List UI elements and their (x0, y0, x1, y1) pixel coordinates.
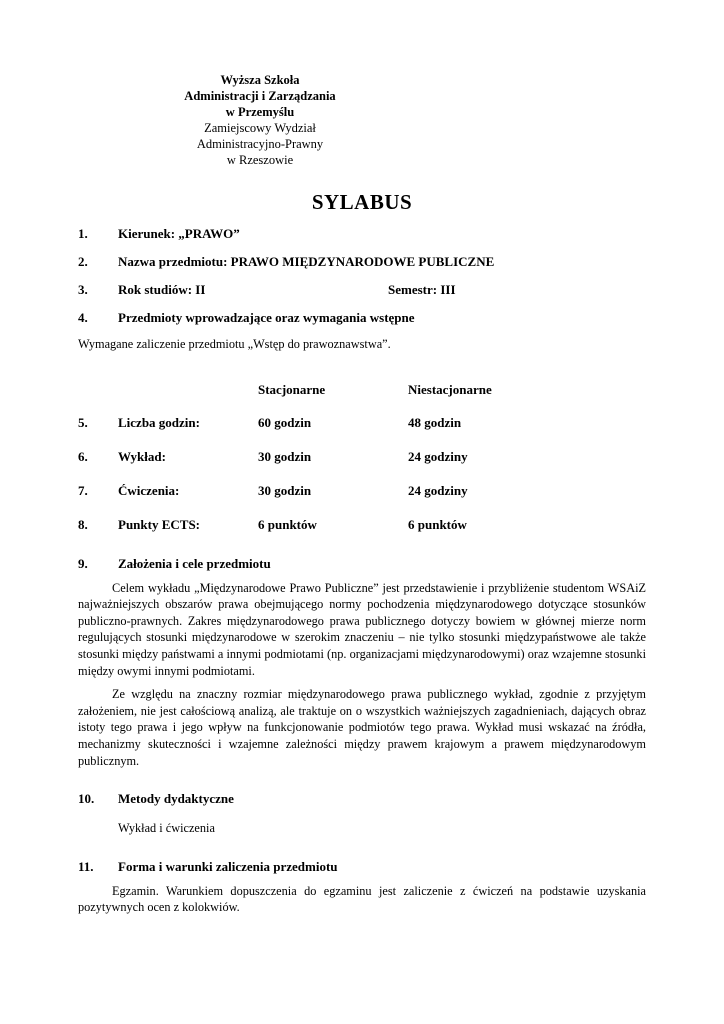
section-9-number: 9. (78, 555, 88, 571)
section-11-title: Forma i warunki zaliczenia przedmiotu (118, 858, 338, 874)
institution-line-4: Zamiejscowy Wydział (204, 121, 316, 135)
item-4-text: Przedmioty wprowadzające oraz wymagania wstępne (118, 309, 415, 325)
institution-header (100, 72, 420, 168)
item-1 (78, 226, 646, 243)
row-label: Wykład: (118, 449, 166, 465)
item-3 (78, 282, 646, 299)
row-nonstationary-value: 24 godziny (408, 482, 468, 498)
prerequisite-note: Wymagane zaliczenie przedmiotu „Wstęp do prawoznawstwa”. (78, 336, 391, 351)
section-10-number: 10. (78, 791, 95, 807)
table-row (78, 415, 646, 432)
row-nonstationary-value: 6 punktów (408, 516, 467, 532)
column-header-nonstationary: Niestacjonarne (408, 382, 492, 398)
item-2-text: Nazwa przedmiotu: PRAWO MIĘDZYNARODOWE PUBLICZNE (118, 253, 495, 269)
row-number: 7. (78, 482, 88, 498)
semester-value: Semestr: III (388, 281, 456, 297)
item-1-number: 1. (78, 226, 88, 241)
row-nonstationary-value: 24 godziny (408, 449, 468, 465)
item-2 (78, 254, 646, 271)
column-header-stationary: Stacjonarne (258, 382, 326, 398)
row-stationary-value: 60 godzin (258, 415, 312, 431)
section-9-heading (78, 556, 646, 573)
institution-line-1: Wyższa Szkoła (220, 73, 300, 87)
section-9-paragraph-1: Celem wykładu „Międzynarodowe Prawo Publiczne” jest przedstawienie i przybliżenie studentom WSAiZ najważniejszych obszarów prawa obejmującego normy pochodzenia międzynarodowego dotyczące stosunków publiczno-prawnych. Zakres międzynarodowego prawa publicznego dotyczy bowiem w głównej mierze norm regulujących stosunki międzynarodowe w szerokim znaczeniu – nie tylko stosunki międzypaństwowe ale także stosunki między państwami a innymi podmiotami (np. organizacjami międzynarodowymi) oraz wzajemne stosunki między owymi innymi podmiotami. (78, 580, 646, 678)
section-10-heading (78, 791, 646, 808)
institution-line-6: w Rzeszowie (226, 153, 294, 167)
table-row (78, 517, 646, 534)
section-9-title: Założenia i cele przedmiotu (118, 555, 271, 571)
institution-line-5: Administracyjno-Prawny (196, 137, 324, 151)
section-9-paragraph-2: Ze względu na znaczny rozmiar międzynarodowego prawa publicznego wykład, zgodnie z przyjętym założeniem, nie jest całościową analizą, ale traktuje on o wszystkich ważniejszych zagadnieniach, dających obraz istoty tego prawa i jego wpływ na funkcjonowanie podmiotów tego prawa. Wykład musi wskazać na źródła, mechanizmy skuteczności i wzajemne zależności między prawem krajowym a prawem międzynarodowym publicznym. (78, 687, 646, 768)
section-11-number: 11. (78, 858, 94, 874)
row-label: Liczba godzin: (118, 415, 200, 431)
hours-table-header (78, 382, 646, 398)
row-stationary-value: 30 godzin (258, 449, 312, 465)
row-stationary-value: 30 godzin (258, 482, 312, 498)
row-stationary-value: 6 punktów (258, 516, 317, 532)
item-4-number: 4. (78, 309, 88, 325)
table-row (78, 483, 646, 500)
row-label: Ćwiczenia: (118, 482, 180, 498)
item-4 (78, 310, 646, 327)
institution-line-2: Administracji i Zarządzania (184, 89, 336, 103)
row-number: 5. (78, 415, 88, 431)
item-2-number: 2. (78, 253, 88, 269)
item-3-number: 3. (78, 281, 88, 297)
institution-line-3: w Przemyślu (225, 105, 295, 119)
row-number: 8. (78, 516, 88, 532)
table-row (78, 449, 646, 466)
section-11-text: Egzamin. Warunkiem dopuszczenia do egzaminu jest zaliczenie z ćwiczeń na podstawie uzyskania pozytywnych ocen z kolokwiów. (78, 883, 646, 915)
section-10-text: Wykład i ćwiczenia (118, 821, 215, 836)
section-11-heading (78, 859, 646, 876)
item-1-text: Kierunek: „PRAWO” (118, 226, 240, 241)
item-3-text: Rok studiów: II (118, 281, 206, 297)
row-number: 6. (78, 449, 88, 465)
row-nonstationary-value: 48 godzin (408, 415, 462, 431)
section-10-title: Metody dydaktyczne (118, 791, 234, 807)
row-label: Punkty ECTS: (118, 516, 200, 532)
page-title: SYLABUS (311, 190, 413, 214)
hours-header-spacer (78, 382, 258, 398)
